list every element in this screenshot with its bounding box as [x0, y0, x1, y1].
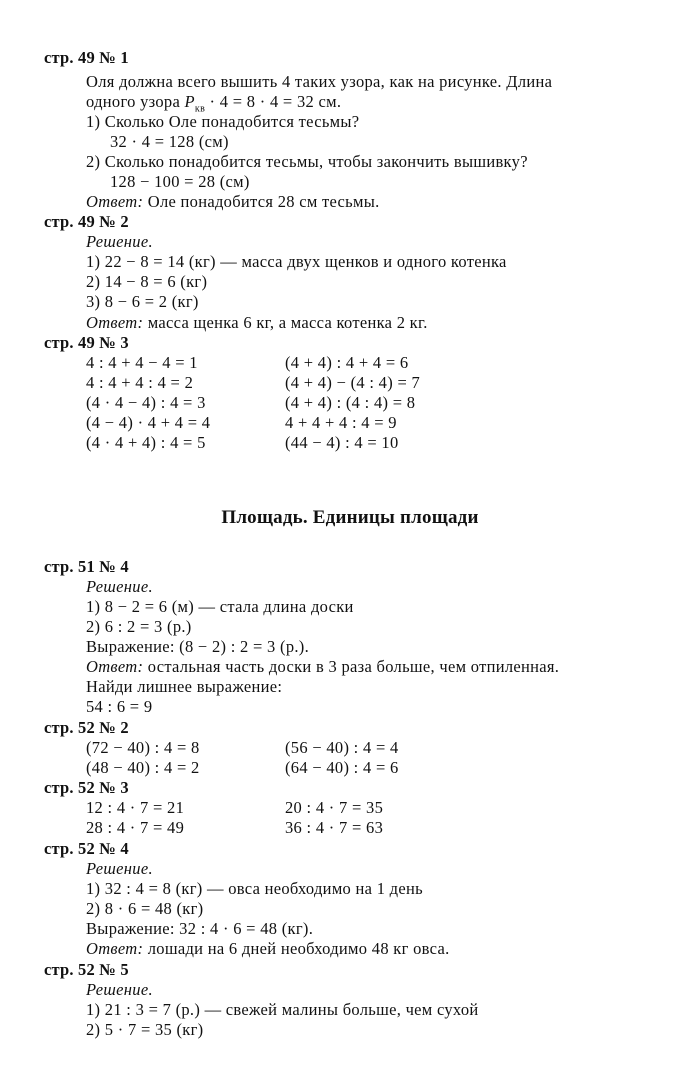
expression-right: (4 + 4) : 4 + 4 = 6 — [285, 353, 409, 372]
text-line: Выражение: 32 : 4 · 6 = 48 (кг). — [86, 919, 314, 938]
expression-right: (4 + 4) : (4 : 4) = 8 — [285, 393, 416, 412]
text-line: Найди лишнее выражение: — [86, 677, 283, 696]
text-line: 32 · 4 = 128 (см) — [110, 132, 229, 151]
text-line: Выражение: (8 − 2) : 2 = 3 (р.). — [86, 637, 310, 656]
solution-label: Решение. — [86, 577, 153, 596]
answer-line: Ответ: лошади на 6 дней необходимо 48 кг овса. — [86, 939, 450, 958]
text-line: 2) 8 · 6 = 48 (кг) — [86, 899, 204, 918]
expression-left: (4 · 4 + 4) : 4 = 5 — [86, 433, 206, 452]
section-header: стр. 49 № 2 — [44, 212, 129, 231]
text-line: 1) Сколько Оле понадобится тесьмы? — [86, 112, 360, 131]
text-line: 1) 32 : 4 = 8 (кг) — овса необходимо на 1 день — [86, 879, 423, 898]
section-header: стр. 52 № 3 — [44, 778, 129, 797]
answer-line: Ответ: Оле понадобится 28 см тесьмы. — [86, 192, 380, 211]
text-line: одного узора $P_{кв} \cdot 4 = 8 \cdot 4 = 32$ см. — [86, 92, 342, 115]
answer-line: Ответ: остальная часть доски в 3 раза больше, чем отпиленная. — [86, 657, 560, 676]
expression-left: 4 : 4 + 4 : 4 = 2 — [86, 373, 194, 392]
chapter-title: Площадь. Единицы площади — [221, 507, 479, 528]
text-line: 2) 5 · 7 = 35 (кг) — [86, 1020, 204, 1039]
text-line: Оля должна всего вышить 4 таких узора, как на рисунке. Длина — [86, 72, 553, 91]
answer-line: Ответ: масса щенка 6 кг, а масса котенка 2 кг. — [86, 313, 428, 332]
expression-left: (4 · 4 − 4) : 4 = 3 — [86, 393, 206, 412]
text-line: 1) 8 − 2 = 6 (м) — стала длина доски — [86, 597, 354, 616]
text-line: 2) Сколько понадобится тесьмы, чтобы закончить вышивку? — [86, 152, 528, 171]
text-line: 1) 21 : 3 = 7 (р.) — свежей малины больше, чем сухой — [86, 1000, 479, 1019]
section-header: стр. 52 № 2 — [44, 718, 129, 737]
text-line: 54 : 6 = 9 — [86, 697, 153, 716]
expression-left: 28 : 4 · 7 = 49 — [86, 818, 185, 837]
expression-right: (4 + 4) − (4 : 4) = 7 — [285, 373, 421, 392]
solution-label: Решение. — [86, 980, 153, 999]
expression-left: (4 − 4) · 4 + 4 = 4 — [86, 413, 211, 432]
expression-right: 36 : 4 · 7 = 63 — [285, 818, 384, 837]
expression-left: 12 : 4 · 7 = 21 — [86, 798, 185, 817]
expression-left: (48 − 40) : 4 = 2 — [86, 758, 200, 777]
section-header: стр. 51 № 4 — [44, 557, 129, 576]
text-line: 2) 14 − 8 = 6 (кг) — [86, 272, 208, 291]
text-line: 3) 8 − 6 = 2 (кг) — [86, 292, 199, 311]
expression-right: (64 − 40) : 4 = 6 — [285, 758, 399, 777]
expression-right: (44 − 4) : 4 = 10 — [285, 433, 399, 452]
expression-left: 4 : 4 + 4 − 4 = 1 — [86, 353, 198, 372]
section-header: стр. 49 № 1 — [44, 48, 129, 67]
section-header: стр. 52 № 5 — [44, 960, 129, 979]
expression-right: 4 + 4 + 4 : 4 = 9 — [285, 413, 397, 432]
solution-label: Решение. — [86, 232, 153, 251]
text-line: 1) 22 − 8 = 14 (кг) — масса двух щенков и одного котенка — [86, 252, 507, 271]
section-header: стр. 52 № 4 — [44, 839, 129, 858]
text-line: 128 − 100 = 28 (см) — [110, 172, 250, 191]
expression-right: 20 : 4 · 7 = 35 — [285, 798, 384, 817]
expression-left: (72 − 40) : 4 = 8 — [86, 738, 200, 757]
text-line: 2) 6 : 2 = 3 (р.) — [86, 617, 192, 636]
expression-right: (56 − 40) : 4 = 4 — [285, 738, 399, 757]
section-header: стр. 49 № 3 — [44, 333, 129, 352]
solution-label: Решение. — [86, 859, 153, 878]
